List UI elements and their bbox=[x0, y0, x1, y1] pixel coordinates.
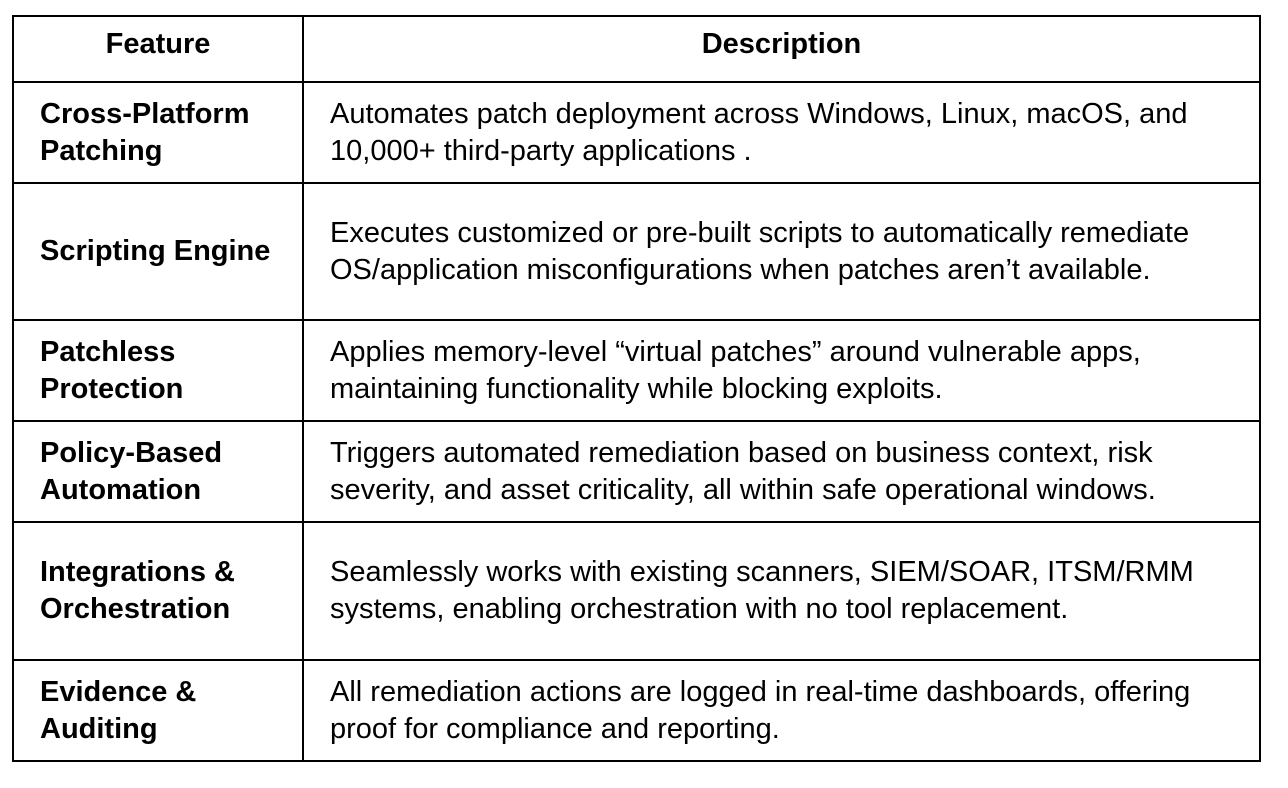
table-row bbox=[13, 183, 1260, 320]
feature-cell: Patchless Protection bbox=[13, 320, 303, 421]
description-cell: Automates patch deployment across Windows, Linux, macOS, and 10,000+ third-party applications . bbox=[303, 82, 1260, 183]
feature-cell: Evidence & Auditing bbox=[13, 660, 303, 761]
description-cell: Triggers automated remediation based on business context, risk severity, and asset criticality, all within safe operational windows. bbox=[303, 421, 1260, 522]
table-row bbox=[13, 421, 1260, 522]
table-row bbox=[13, 82, 1260, 183]
description-cell: Executes customized or pre-built scripts to automatically remediate OS/application misconfigurations when patches aren’t available. bbox=[303, 183, 1260, 320]
description-cell: Applies memory-level “virtual patches” around vulnerable apps, maintaining functionality while blocking exploits. bbox=[303, 320, 1260, 421]
description-cell: All remediation actions are logged in real-time dashboards, offering proof for compliance and reporting. bbox=[303, 660, 1260, 761]
header-feature: Feature bbox=[13, 16, 303, 82]
header-description: Description bbox=[303, 16, 1260, 82]
feature-cell: Cross-Platform Patching bbox=[13, 82, 303, 183]
feature-description-table bbox=[12, 15, 1261, 762]
table-row bbox=[13, 320, 1260, 421]
description-cell: Seamlessly works with existing scanners, SIEM/SOAR, ITSM/RMM systems, enabling orchestration with no tool replacement. bbox=[303, 522, 1260, 660]
feature-cell: Integrations & Orchestration bbox=[13, 522, 303, 660]
table-row bbox=[13, 522, 1260, 660]
header-row bbox=[13, 16, 1260, 82]
feature-cell: Scripting Engine bbox=[13, 183, 303, 320]
table-row bbox=[13, 660, 1260, 761]
feature-cell: Policy-Based Automation bbox=[13, 421, 303, 522]
